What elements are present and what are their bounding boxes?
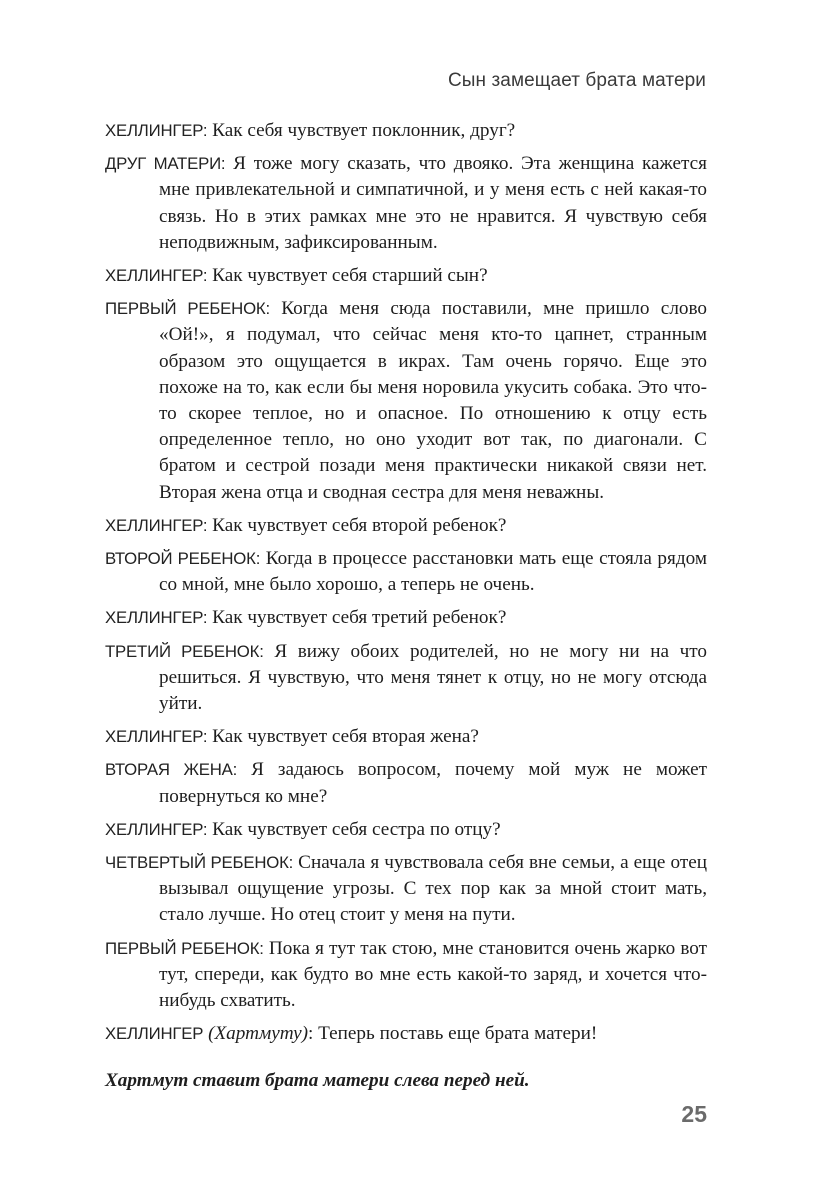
dialogue-entry bbox=[105, 936, 707, 1015]
dialogue-entry bbox=[105, 1021, 707, 1047]
speaker-name: ХЕЛЛИНГЕР: bbox=[105, 819, 208, 839]
dialogue-entry bbox=[105, 296, 707, 506]
dialogue-entry bbox=[105, 724, 707, 750]
speaker-name: ПЕРВЫЙ РЕБЕНОК: bbox=[105, 299, 270, 319]
dialogue-entry bbox=[105, 757, 707, 809]
speaker-name: ВТОРОЙ РЕБЕНОК: bbox=[105, 549, 261, 569]
speaker-name: ХЕЛЛИНГЕР: bbox=[105, 121, 208, 140]
entry-text: Я задаюсь вопросом, почему мой муж не может повернуться ко мне? bbox=[159, 759, 707, 807]
dialogue-entry bbox=[105, 639, 707, 718]
entry-text: Пока я тут так стою, мне становится очень жарко вот тут, спереди, как будто во мне есть какой-то заряд, и хочется что-нибудь схватить. bbox=[159, 937, 707, 1012]
speaker-name: ХЕЛЛИНГЕР bbox=[105, 1024, 204, 1044]
entry-text: Я вижу обоих родителей, но не могу ни на что решиться. Я чувствую, что меня тянет к отцу, но не могу отсюда уйти. bbox=[159, 640, 707, 715]
stage-aside: (Хартмуту) bbox=[208, 1023, 309, 1045]
running-head: Сын замещает брата матери bbox=[447, 70, 706, 91]
dialogue-entry bbox=[105, 118, 707, 144]
page-number: 25 bbox=[681, 1101, 707, 1127]
speaker-name: ЧЕТВЕРТЫЙ РЕБЕНОК: bbox=[105, 853, 294, 873]
speaker-name: ХЕЛЛИНГЕР: bbox=[105, 515, 208, 535]
speaker-name: ДРУГ МАТЕРИ: bbox=[105, 154, 226, 174]
stage-direction: Хартмут ставит брата матери слева перед ней. bbox=[105, 1069, 530, 1091]
entry-text: : Теперь поставь еще брата матери! bbox=[308, 1023, 598, 1045]
entry-text: Я тоже могу сказать, что двояко. Эта женщина кажется мне привлекательной и симпатичной, и у меня есть с ней какая-то связь. Но в этих рамках мне это не нравится. Я чувствую себя неподвижным, зафиксированным. bbox=[159, 153, 708, 253]
entry-text: Когда меня сюда поставили, мне пришло слово «Ой!», я подумал, что сейчас меня кто-то цапнет, странным образом это ощущается в икрах. Там очень горячо. Еще это похоже на то, как если бы меня норовила укусить собака. Это что-то скорее теплое, но и опасное. По отношению к отцу есть определенное тепло, но оно уходит вот так, по диагонали. С братом и сестрой позади меня практически никакой связи нет. Вторая жена отца и сводная сестра для меня неважны. bbox=[159, 298, 708, 503]
speaker-name: ХЕЛЛИНГЕР: bbox=[105, 727, 208, 747]
dialogue-entry bbox=[105, 263, 707, 289]
entry-text: Как чувствует себя второй ребенок? bbox=[207, 514, 507, 536]
dialogue-entry bbox=[105, 546, 707, 598]
speaker-name: ВТОРАЯ ЖЕНА: bbox=[105, 760, 238, 780]
speaker-name: ПЕРВЫЙ РЕБЕНОК: bbox=[105, 938, 264, 958]
dialogue-entry bbox=[105, 817, 707, 843]
dialogue-entry bbox=[105, 151, 707, 256]
entry-text: Как чувствует себя вторая жена? bbox=[207, 726, 479, 748]
entry-text: Когда в процессе расстановки мать еще стояла рядом со мной, мне было хорошо, а теперь не очень. bbox=[159, 548, 707, 596]
entry-text: Как чувствует себя сестра по отцу? bbox=[207, 818, 501, 840]
dialogue-entry bbox=[105, 513, 707, 539]
dialogue-entry bbox=[105, 605, 707, 631]
speaker-name: ХЕЛЛИНГЕР: bbox=[105, 266, 208, 286]
entry-text: Сначала я чувствовала себя вне семьи, а еще отец вызывал ощущение угрозы. С тех пор как за мной стоит мать, стало лучше. Но отец стоит у меня на пути. bbox=[159, 852, 707, 926]
entry-text: Как себя чувствует поклонник, друг? bbox=[207, 120, 516, 141]
entry-text: Как чувствует себя третий ребенок? bbox=[207, 607, 507, 629]
dialogue-body bbox=[105, 118, 707, 1094]
speaker-name: ХЕЛЛИНГЕР: bbox=[105, 608, 208, 628]
dialogue-entry bbox=[105, 850, 707, 929]
entry-text: Как чувствует себя старший сын? bbox=[207, 265, 488, 287]
speaker-name: ТРЕТИЙ РЕБЕНОК: bbox=[105, 641, 264, 661]
